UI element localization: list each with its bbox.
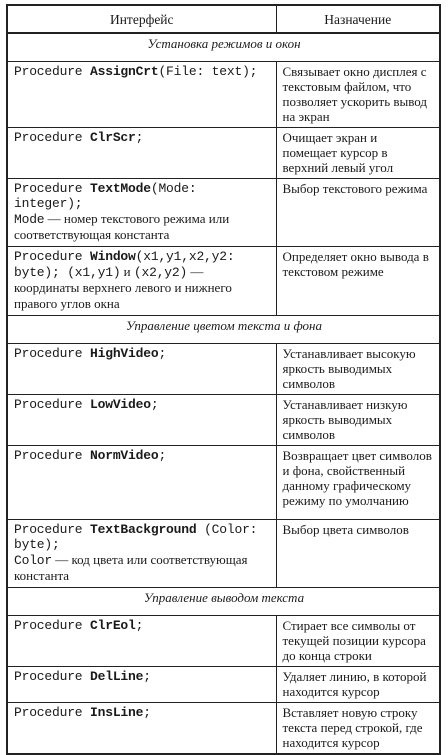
document-page — [6, 4, 439, 755]
interface-cell — [7, 395, 276, 446]
procedure-name: Window — [90, 249, 136, 264]
procedure-args: (Color: — [204, 522, 258, 537]
interface-cell — [7, 667, 276, 703]
procedure-args: ; — [158, 448, 167, 463]
interface-cell — [7, 703, 276, 755]
procedure-name: LowVideo — [90, 397, 151, 412]
purpose-cell: Устанавливает низкую яркость выводимых символов — [276, 395, 440, 446]
keyword: Procedure — [14, 249, 83, 264]
table-row — [7, 247, 440, 316]
procedure-args-3: (x2,y2) — [133, 265, 188, 280]
procedure-args: (x1,y1,x2,y2: — [135, 249, 235, 264]
procedure-name: NormVideo — [90, 448, 159, 463]
keyword: Procedure — [14, 522, 83, 537]
procedure-args: (Mode: integer); — [14, 181, 197, 211]
procedure-args: ; — [135, 618, 144, 633]
keyword: Procedure — [14, 346, 83, 361]
interface-cell — [7, 128, 276, 179]
table-row — [7, 616, 440, 667]
table-row — [7, 446, 440, 520]
procedure-args-2: byte); (x1,y1) — [14, 265, 121, 280]
section-row — [7, 33, 440, 62]
keyword: Procedure — [14, 64, 83, 79]
procedure-name: TextMode — [90, 181, 151, 196]
keyword: Procedure — [14, 397, 83, 412]
purpose-cell: Определяет окно вывода в текстовом режиме — [276, 247, 440, 316]
section-row — [7, 316, 440, 344]
section-row — [7, 588, 440, 616]
section-title: Управление цветом текста и фона — [7, 316, 440, 344]
table-row — [7, 62, 440, 128]
procedure-name: HighVideo — [90, 346, 159, 361]
interface-cell — [7, 344, 276, 395]
header-purpose: Назначение — [276, 5, 440, 33]
keyword: Procedure — [14, 618, 83, 633]
table-row — [7, 179, 440, 247]
procedure-args: ; — [158, 346, 167, 361]
procedure-args: (File: text); — [158, 64, 258, 79]
procedure-name: ClrEol — [90, 618, 136, 633]
purpose-cell: Возвращает цвет символов и фона, свойственный данному графическому режиму по умолчанию — [276, 446, 440, 520]
keyword: Procedure — [14, 448, 83, 463]
procedure-args: ; — [135, 130, 144, 145]
parameter-code: Color — [14, 553, 53, 568]
procedure-name: InsLine — [90, 705, 144, 720]
table-row — [7, 520, 440, 588]
procedure-args: ; — [143, 705, 151, 720]
procedure-args: ; — [150, 397, 159, 412]
parameter-code: Mode — [14, 212, 45, 227]
procedure-name: ClrScr — [90, 130, 136, 145]
parameter-note: — координаты верхнего левого и нижнего правого углов окна — [14, 264, 232, 311]
purpose-cell: Выбор цвета символов — [276, 520, 440, 588]
procedure-name: TextBackground — [90, 522, 197, 537]
table-row — [7, 395, 440, 446]
purpose-cell: Очищает экран и помещает курсор в верхний левый угол — [276, 128, 440, 179]
procedure-name: AssignCrt — [90, 64, 159, 79]
header-interface: Интерфейс — [7, 5, 276, 33]
keyword: Procedure — [14, 705, 83, 720]
keyword: Procedure — [14, 181, 83, 196]
interface-cell — [7, 179, 276, 247]
keyword: Procedure — [14, 669, 83, 684]
purpose-cell: Выбор текстового режима — [276, 179, 440, 247]
parameter-note: — код цвета или соответствующая константа — [14, 552, 248, 583]
section-title: Установка режимов и окон — [7, 33, 440, 62]
purpose-cell: Удаляет линию, в которой находится курсор — [276, 667, 440, 703]
purpose-cell: Связывает окно дисплея с текстовым файлом, что позволяет ускорить вывод на экран — [276, 62, 440, 128]
procedures-table — [6, 4, 441, 755]
conjunction: и — [120, 264, 134, 279]
table-row — [7, 667, 440, 703]
purpose-cell: Вставляет новую строку текста перед строкой, где находится курсор — [276, 703, 440, 755]
purpose-cell: Устанавливает высокую яркость выводимых символов — [276, 344, 440, 395]
section-title: Управление выводом текста — [7, 588, 440, 616]
procedure-args-2: byte); — [14, 537, 60, 552]
interface-cell — [7, 62, 276, 128]
table-row — [7, 703, 440, 755]
table-row — [7, 344, 440, 395]
purpose-cell: Стирает все символы от текущей позиции курсора до конца строки — [276, 616, 440, 667]
table-row — [7, 128, 440, 179]
interface-cell — [7, 616, 276, 667]
table-header-row — [7, 5, 440, 33]
procedure-name: DelLine — [90, 669, 144, 684]
keyword: Procedure — [14, 130, 83, 145]
procedure-args: ; — [143, 669, 151, 684]
interface-cell — [7, 247, 276, 316]
interface-cell — [7, 520, 276, 588]
interface-cell — [7, 446, 276, 520]
parameter-note: — номер текстового режима или соответствующая константа — [14, 211, 230, 242]
